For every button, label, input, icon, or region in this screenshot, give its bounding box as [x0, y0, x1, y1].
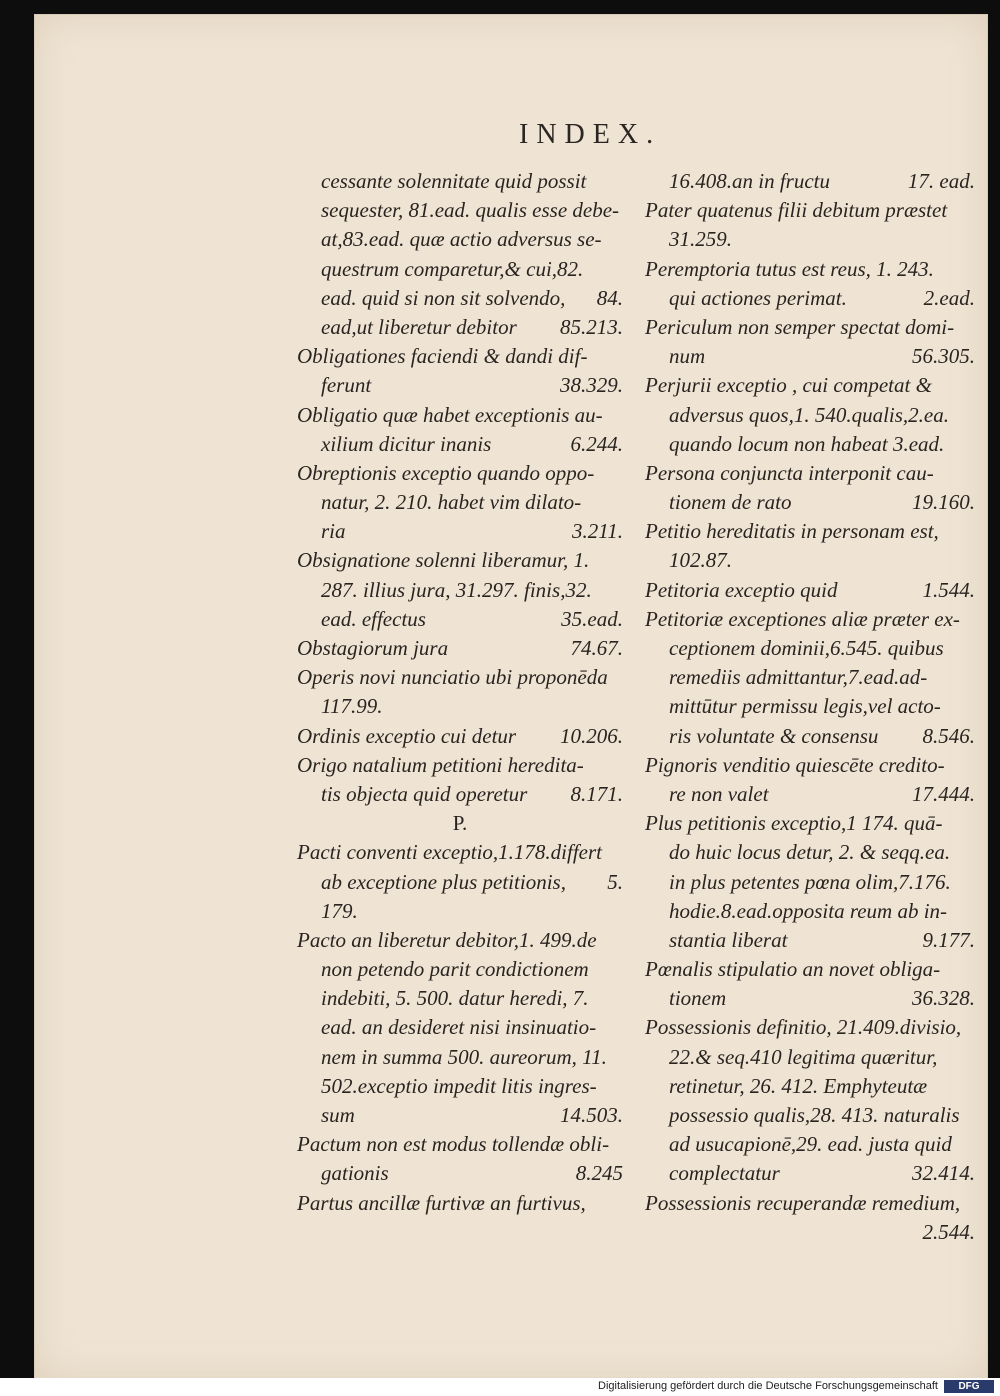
index-entry-text: do huic locus detur, 2. & seqq.ea. — [669, 840, 951, 865]
index-entry-reference: 85.213. — [560, 314, 623, 339]
book-page — [34, 14, 988, 1380]
index-entry-line — [297, 1189, 623, 1218]
index-entry-text: sequester, 81.ead. qualis esse debe- — [321, 198, 620, 223]
index-entry-reference: 14.503. — [560, 1103, 623, 1127]
index-entry-line — [645, 955, 975, 984]
index-entry-text: 102.87. — [669, 548, 732, 573]
index-entry-line — [297, 897, 623, 926]
index-entry-text: 31.259. — [669, 227, 732, 252]
index-entry-text: Possessionis recuperandæ remedium, — [645, 1190, 961, 1215]
index-entry-text: Perjurii exceptio , cui competat & — [645, 373, 932, 398]
index-entry-text: num — [669, 344, 706, 369]
index-entry-text: Petitoria exceptio quid — [645, 577, 838, 602]
index-entry-text: Persona conjuncta interponit cau- — [645, 460, 934, 485]
index-entry-reference: 38.329. — [560, 373, 623, 398]
index-entry-reference: 2.ead. — [923, 285, 975, 310]
index-entry-line — [645, 692, 975, 721]
index-entry-text: 16.408.an in fructu — [669, 169, 830, 193]
index-entry-line — [645, 780, 975, 809]
index-entry-text: tionem — [669, 986, 727, 1011]
index-entry-text: Obsignatione solenni liberamur, 1. — [297, 548, 590, 573]
index-entry-text: nem in summa 500. aureorum, 11. — [321, 1044, 607, 1069]
footer-credit: Digitalisierung gefördert durch die Deutsche Forschungsgemeinschaft — [598, 1380, 938, 1392]
index-entry-line — [297, 371, 623, 400]
index-entry-text: Pactum non est modus tollendæ obli- — [297, 1132, 610, 1157]
index-entry-text: Pacti conventi exceptio,1.178.differt — [297, 840, 602, 865]
index-entry-line — [645, 488, 975, 517]
index-entry-line — [297, 722, 623, 751]
index-entry-line — [297, 459, 623, 488]
index-entry-line — [645, 284, 975, 313]
index-entry-line — [297, 692, 623, 721]
index-entry-text: remediis admittantur,7.ead.ad- — [669, 665, 928, 690]
index-entry-line — [645, 167, 975, 196]
index-entry-reference: 8.245 — [575, 1161, 623, 1186]
index-entry-text: Pignoris venditio quiescēte credito- — [645, 752, 945, 777]
index-entry-text: P. — [452, 811, 468, 836]
index-entry-line — [645, 663, 975, 692]
index-entry-line — [297, 838, 623, 867]
index-entry-reference: 6.244. — [570, 431, 623, 456]
index-entry-text: qui actiones perimat. — [669, 285, 847, 310]
index-entry-line — [297, 313, 623, 342]
index-entry-text: natur, 2. 210. habet vim dilato- — [321, 490, 582, 515]
index-entry-reference: 9.177. — [922, 927, 975, 952]
index-entry-line — [645, 1101, 975, 1130]
index-entry-line — [645, 401, 975, 430]
index-entry-line — [645, 576, 975, 605]
index-entry-line — [645, 1159, 975, 1188]
index-entry-text: ead. quid si non sit solvendo, — [321, 285, 566, 310]
index-entry-text: Pacto an liberetur debitor,1. 499.de — [297, 927, 597, 952]
index-entry-reference: 17. ead. — [907, 169, 975, 193]
index-entry-line — [645, 1218, 975, 1247]
index-entry-line — [297, 634, 623, 663]
index-entry-line — [297, 984, 623, 1013]
index-entry-text: Periculum non semper spectat domi- — [645, 314, 955, 339]
index-entry-line — [297, 430, 623, 459]
index-entry-line — [645, 1130, 975, 1159]
index-entry-line — [645, 430, 975, 459]
index-entry-text: stantia liberat — [669, 927, 788, 952]
index-entry-line — [645, 809, 975, 838]
index-entry-reference: 8.171. — [570, 781, 623, 806]
index-entry-line — [297, 1101, 623, 1130]
index-entry-reference: 1.544. — [922, 577, 975, 602]
index-entry-text: 22.& seq.410 legitima quæritur, — [669, 1044, 938, 1069]
index-entry-line — [645, 751, 975, 780]
index-entry-text: Petitio hereditatis in personam est, — [645, 519, 939, 544]
index-entry-line — [645, 342, 975, 371]
index-entry-line — [297, 926, 623, 955]
index-entry-reference: 8.546. — [922, 723, 975, 748]
index-entry-line — [297, 663, 623, 692]
index-entry-text: Obligatio quæ habet exceptionis au- — [297, 402, 603, 427]
index-entry-text: sum — [321, 1103, 355, 1127]
index-entry-line — [297, 342, 623, 371]
index-entry-text: Partus ancillæ furtivæ an furtivus, — [297, 1190, 586, 1215]
index-entry-text: Peremptoria tutus est reus, 1. 243. — [645, 256, 934, 281]
index-entry-text: in plus petentes pœna olim,7.176. — [669, 869, 951, 894]
index-entry-text: Obstagiorum jura — [297, 636, 449, 660]
index-entry-line — [297, 1159, 623, 1188]
index-entry-text: retinetur, 26. 412. Emphyteutæ — [669, 1073, 928, 1098]
index-entry-line — [645, 1072, 975, 1101]
index-entry-line — [297, 955, 623, 984]
index-entry-line — [297, 751, 623, 780]
index-entry-reference: 5. — [607, 869, 623, 894]
index-entry-text: ead,ut liberetur debitor — [321, 314, 517, 339]
index-entry-line — [297, 284, 623, 313]
index-entry-reference: 36.328. — [912, 986, 975, 1011]
index-entry-text: tis objecta quid operetur — [321, 781, 528, 806]
index-entry-line — [645, 459, 975, 488]
index-entry-reference: 84. — [596, 285, 623, 310]
index-entry-line — [645, 722, 975, 751]
index-entry-reference: 3.211. — [572, 519, 623, 544]
index-entry-line — [297, 780, 623, 809]
index-entry-line — [297, 1013, 623, 1042]
index-entry-line — [645, 196, 975, 225]
index-entry-text: Obreptionis exceptio quando oppo- — [297, 460, 595, 485]
index-entry-text: ria — [321, 519, 346, 544]
index-entry-text: Pater quatenus filii debitum præstet — [645, 198, 948, 223]
index-entry-text: Origo natalium petitioni heredita- — [297, 752, 584, 777]
index-entry-line — [645, 868, 975, 897]
index-entry-line — [297, 1072, 623, 1101]
index-column-left — [297, 167, 623, 1218]
dfg-logo: DFG — [944, 1380, 994, 1393]
index-entry-text: 502.exceptio impedit litis ingres- — [321, 1073, 597, 1098]
index-entry-reference: 2.544. — [922, 1219, 975, 1244]
index-entry-text: ead. effectus — [321, 606, 426, 631]
index-entry-text: indebiti, 5. 500. datur heredi, 7. — [321, 986, 589, 1011]
index-entry-text: re non valet — [669, 781, 769, 806]
index-entry-line — [297, 868, 623, 897]
index-entry-text: ris voluntate & consensu — [669, 723, 879, 748]
index-entry-line — [297, 517, 623, 546]
index-entry-text: non petendo parit condictionem — [321, 957, 589, 982]
index-entry-line — [645, 1043, 975, 1072]
index-entry-text: complectatur — [669, 1161, 780, 1186]
index-entry-reference: 19.160. — [912, 490, 975, 515]
index-entry-line — [645, 1013, 975, 1042]
index-entry-line — [297, 1043, 623, 1072]
index-entry-line — [297, 546, 623, 575]
index-entry-line — [645, 926, 975, 955]
page-header-title: INDEX. — [519, 119, 662, 150]
index-entry-reference: 74.67. — [570, 636, 623, 660]
index-entry-text: Petitoriæ exceptiones aliæ præter ex- — [645, 606, 960, 631]
index-entry-reference: 32.414. — [912, 1161, 975, 1186]
section-letter — [297, 809, 623, 838]
index-entry-line — [297, 255, 623, 284]
index-entry-line — [645, 313, 975, 342]
index-entry-text: cessante solennitate quid possit — [321, 169, 587, 193]
index-entry-text: 179. — [321, 898, 358, 923]
index-entry-line — [645, 1189, 975, 1218]
index-entry-text: possessio qualis,28. 413. naturalis — [669, 1103, 960, 1127]
index-entry-line — [645, 838, 975, 867]
index-entry-text: xilium dicitur inanis — [321, 431, 492, 456]
index-column-right — [645, 167, 975, 1247]
index-entry-line — [297, 225, 623, 254]
index-entry-line — [297, 196, 623, 225]
index-entry-text: tionem de rato — [669, 490, 792, 515]
index-entry-text: Ordinis exceptio cui detur — [297, 723, 517, 748]
index-entry-text: adversus quos,1. 540.qualis,2.ea. — [669, 402, 949, 427]
index-entry-line — [297, 401, 623, 430]
index-entry-line — [645, 255, 975, 284]
index-entry-text: Operis novi nunciatio ubi proponēda — [297, 665, 608, 690]
index-entry-reference: 56.305. — [912, 344, 975, 369]
index-entry-reference: 35.ead. — [561, 606, 623, 631]
index-entry-text: ad usucapionē,29. ead. justa quid — [669, 1132, 952, 1157]
index-entry-line — [297, 1130, 623, 1159]
index-entry-text: ferunt — [321, 373, 372, 398]
index-entry-text: mittūtur permissu legis,vel acto- — [669, 694, 941, 719]
index-entry-text: hodie.8.ead.opposita reum ab in- — [669, 898, 948, 923]
index-entry-line — [297, 488, 623, 517]
index-entry-line — [645, 517, 975, 546]
index-entry-line — [645, 605, 975, 634]
index-entry-text: 117.99. — [321, 694, 383, 719]
index-entry-text: at,83.ead. quæ actio adversus se- — [321, 227, 602, 252]
index-entry-text: 287. illius jura, 31.297. finis,32. — [321, 577, 592, 602]
index-entry-line — [645, 897, 975, 926]
index-entry-text: Obligationes faciendi & dandi dif- — [297, 344, 588, 369]
index-entry-line — [297, 576, 623, 605]
index-entry-text: Plus petitionis exceptio,1 174. quā- — [645, 811, 943, 836]
index-entry-line — [645, 225, 975, 254]
index-entry-text: Pœnalis stipulatio an novet obliga- — [645, 957, 941, 982]
index-entry-line — [645, 546, 975, 575]
index-entry-line — [645, 634, 975, 663]
index-entry-text: Possessionis definitio, 21.409.divisio, — [645, 1015, 962, 1040]
index-entry-text: ceptionem dominii,6.545. quibus — [669, 636, 944, 660]
index-entry-line — [297, 167, 623, 196]
index-entry-line — [297, 605, 623, 634]
index-entry-line — [645, 371, 975, 400]
index-entry-text: quando locum non habeat 3.ead. — [669, 431, 945, 456]
index-entry-line — [645, 984, 975, 1013]
index-entry-text: gationis — [321, 1161, 389, 1186]
index-entry-reference: 10.206. — [560, 723, 623, 748]
index-entry-text: ab exceptione plus petitionis, — [321, 869, 566, 894]
index-entry-reference: 17.444. — [912, 781, 975, 806]
index-entry-text: questrum comparetur,& cui,82. — [321, 256, 584, 281]
index-entry-text: ead. an desideret nisi insinuatio- — [321, 1015, 597, 1040]
